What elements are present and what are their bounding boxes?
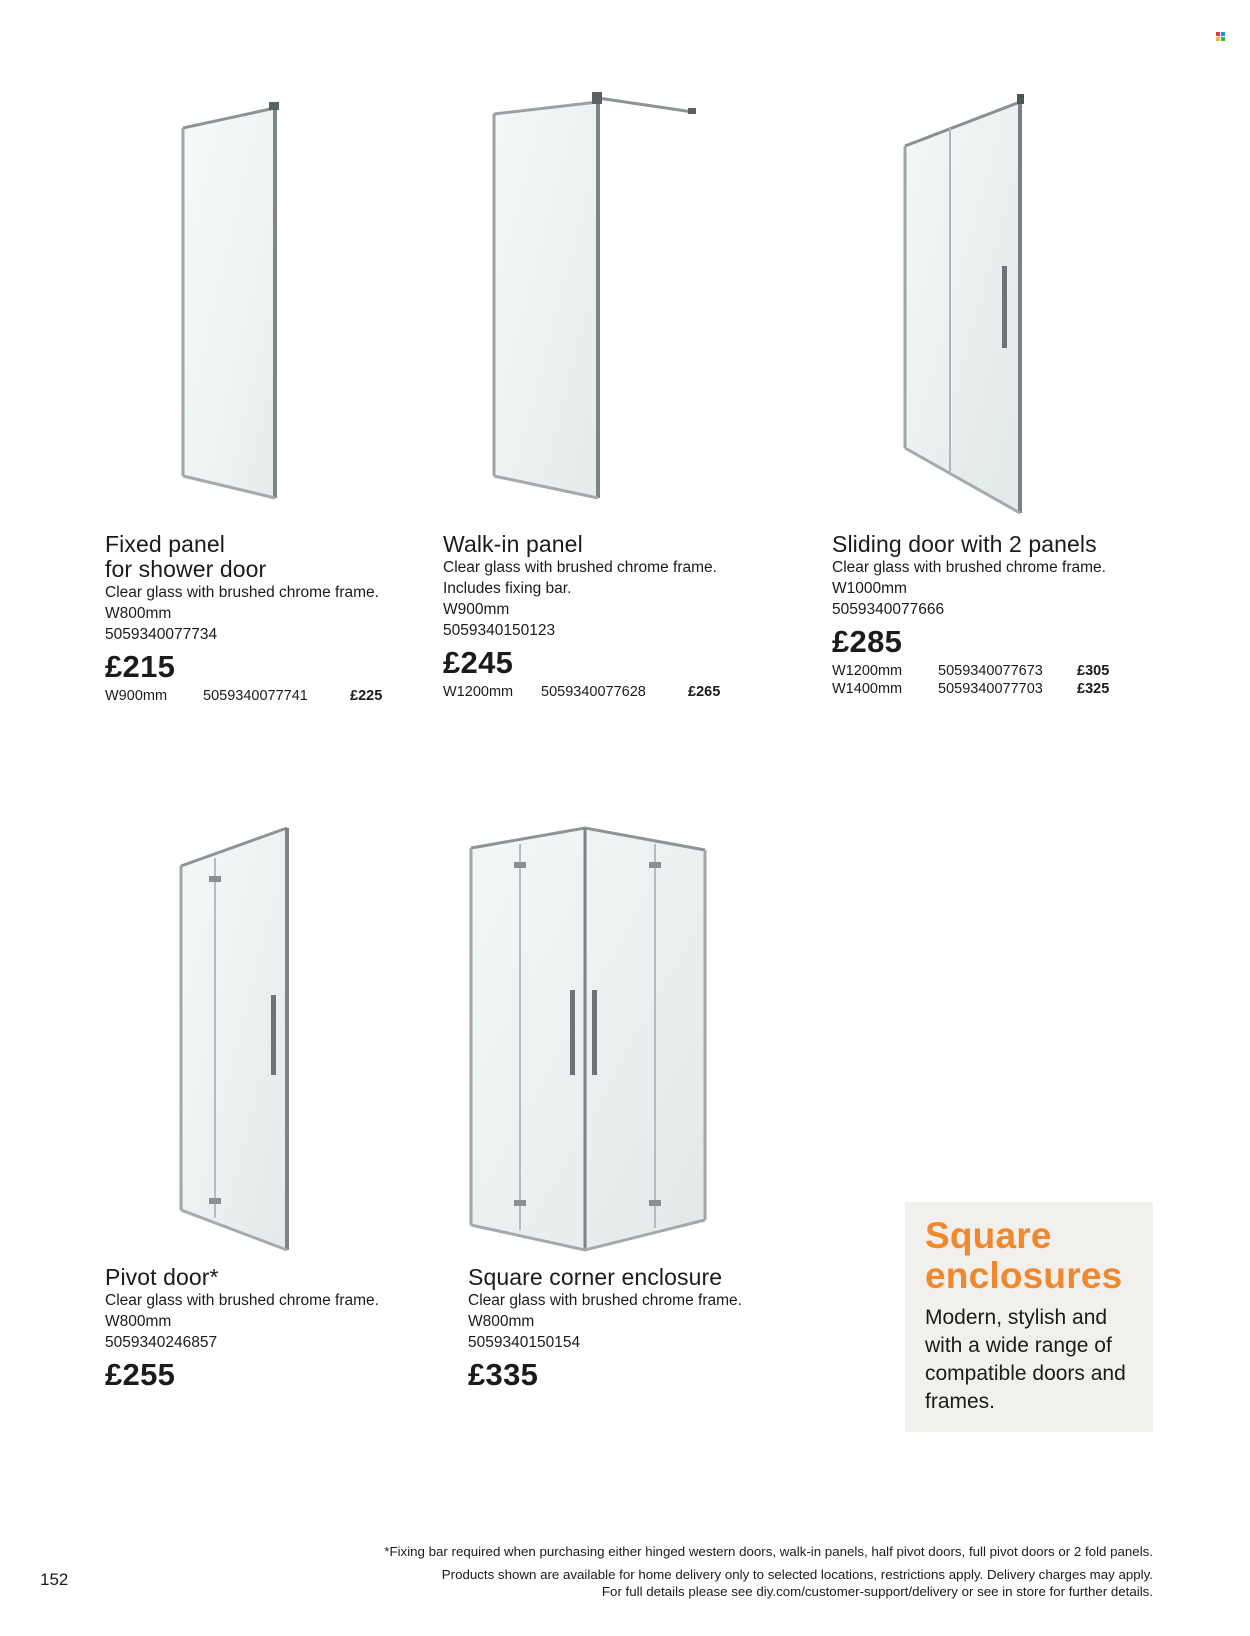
variant-row <box>832 680 1132 698</box>
desc-line: Includes fixing bar. <box>443 580 572 597</box>
desc-line: Clear glass with brushed chrome frame. <box>468 1292 742 1309</box>
fixed-panel-image <box>175 88 295 518</box>
product-price: £255 <box>105 1357 176 1392</box>
variant-price: £305 <box>1077 663 1110 679</box>
variant-size: W1200mm <box>443 684 514 700</box>
product-description <box>832 557 1132 620</box>
delivery-note: Products shown are available for home delivery only to selected locations, restrictions apply. Delivery charges may apply. <box>441 1567 1153 1582</box>
product-pivot-door <box>105 1265 405 1395</box>
promo-heading-line: enclosures <box>925 1255 1123 1296</box>
product-description <box>105 1290 405 1353</box>
variant-price: £265 <box>688 684 721 700</box>
product-title <box>443 532 743 557</box>
product-description <box>468 1290 788 1353</box>
desc-line: Clear glass with brushed chrome frame. <box>105 1292 379 1309</box>
product-walk-in-panel <box>443 532 743 701</box>
variant-code: 5059340077673 <box>938 663 1043 679</box>
promo-heading <box>925 1216 1122 1296</box>
promo-heading-line: Square <box>925 1215 1052 1256</box>
desc-line: Clear glass with brushed chrome frame. <box>832 559 1106 576</box>
product-title <box>468 1265 788 1290</box>
promo-text: Modern, stylish and with a wide range of compatible doors and frames. <box>925 1306 1126 1413</box>
title-line: for shower door <box>105 556 267 582</box>
desc-line: W1000mm <box>832 580 907 597</box>
desc-line: W800mm <box>105 605 172 622</box>
desc-line: Clear glass with brushed chrome frame. <box>443 559 717 576</box>
variant-row <box>832 662 1132 680</box>
variant-size: W1200mm <box>832 663 903 679</box>
desc-line: W800mm <box>105 1313 172 1330</box>
product-title <box>105 1265 405 1290</box>
product-title <box>832 532 1132 557</box>
desc-line: Clear glass with brushed chrome frame. <box>105 584 379 601</box>
variant-price: £225 <box>350 688 383 704</box>
title-line: Walk-in panel <box>443 531 583 557</box>
desc-line: 5059340150154 <box>468 1334 581 1351</box>
product-sliding-door <box>832 532 1132 698</box>
desc-line: 5059340077734 <box>105 626 218 643</box>
product-fixed-panel <box>105 532 405 705</box>
variant-code: 5059340077628 <box>541 684 646 700</box>
product-title <box>105 532 405 582</box>
desc-line: 5059340077666 <box>832 601 945 618</box>
variant-row <box>443 683 743 701</box>
footnote: *Fixing bar required when purchasing either hinged western doors, walk-in panels, half pivot doors, full pivot doors or 2 fold panels. <box>384 1544 1153 1559</box>
title-line: Square corner enclosure <box>468 1264 723 1290</box>
details-note: For full details please see diy.com/customer-support/delivery or see in store for further details. <box>601 1584 1153 1599</box>
desc-line: 5059340150123 <box>443 622 556 639</box>
title-line: Pivot door* <box>105 1264 219 1290</box>
variant-price: £325 <box>1077 681 1110 697</box>
product-description <box>443 557 743 641</box>
walk-in-panel-image <box>488 88 708 518</box>
desc-line: 5059340246857 <box>105 1334 218 1351</box>
variant-code: 5059340077741 <box>203 688 308 704</box>
product-price: £245 <box>443 645 514 680</box>
product-price: £285 <box>832 624 903 659</box>
variant-code: 5059340077703 <box>938 681 1043 697</box>
variant-size: W1400mm <box>832 681 903 697</box>
product-price: £335 <box>468 1357 539 1392</box>
variant-size: W900mm <box>105 688 168 704</box>
product-square-corner-enclosure <box>468 1265 788 1395</box>
product-price: £215 <box>105 649 176 684</box>
title-line: Fixed panel <box>105 531 226 557</box>
desc-line: W900mm <box>443 601 510 618</box>
promo-box <box>905 1202 1153 1432</box>
square-corner-enclosure-image <box>465 820 725 1260</box>
brand-mark-icon <box>1216 32 1225 41</box>
pivot-door-image <box>175 820 300 1260</box>
desc-line: W800mm <box>468 1313 535 1330</box>
sliding-door-image <box>895 88 1035 518</box>
variant-row <box>105 687 405 705</box>
page-number: 152 <box>40 1570 69 1589</box>
title-line: Sliding door with 2 panels <box>832 531 1097 557</box>
product-description <box>105 582 405 645</box>
